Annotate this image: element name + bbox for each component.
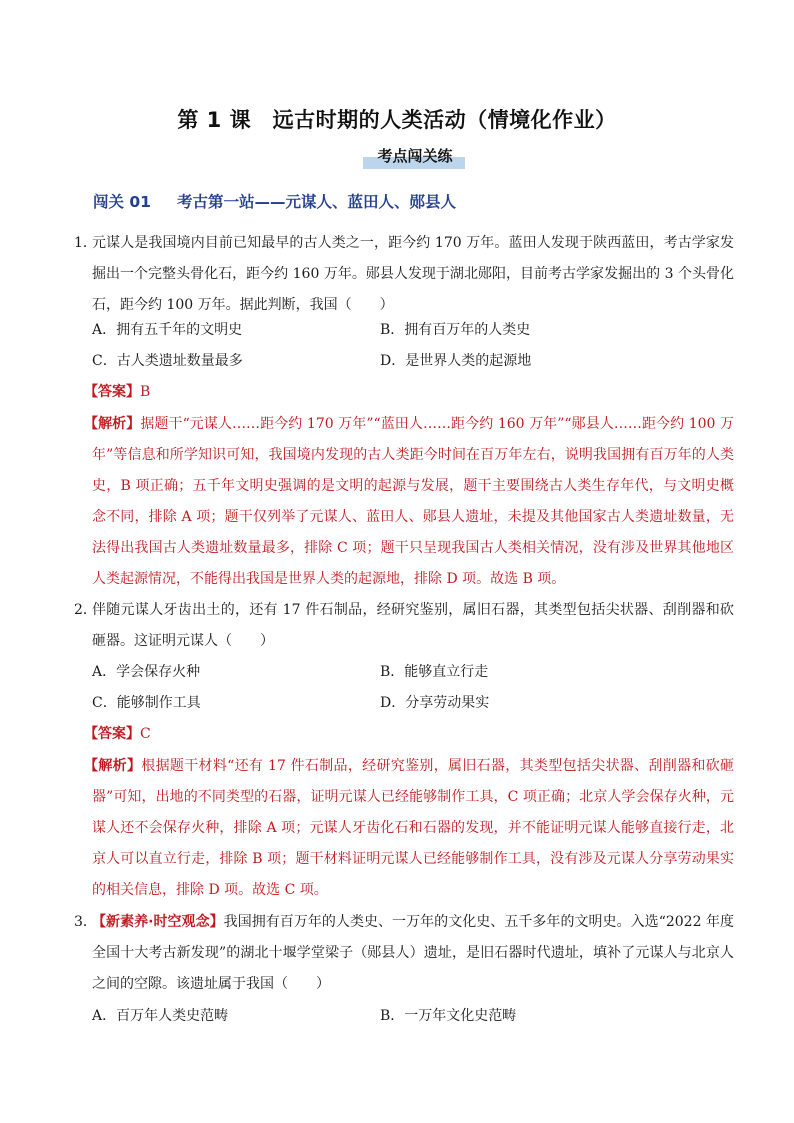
question-1-options	[92, 315, 732, 377]
answer-value: B	[140, 384, 151, 400]
question-1	[74, 228, 734, 321]
option-b: B．一万年文化史范畴	[380, 1008, 517, 1024]
question-3-options	[92, 1001, 732, 1032]
option-c: C．能够制作工具	[92, 695, 201, 711]
answer-line	[84, 719, 151, 750]
option-a: A．百万年人类史范畴	[92, 1008, 229, 1024]
answer-value: C	[140, 726, 151, 742]
question-number: 1．	[74, 235, 97, 251]
page-title: 第 1 课 远古时期的人类活动（情境化作业）	[177, 108, 617, 132]
answer-tag: 【答案】	[84, 384, 140, 400]
option-a: A．学会保存火种	[92, 664, 201, 680]
analysis-block	[84, 751, 735, 906]
section-label: 闯关 01	[93, 193, 151, 211]
analysis-tag: 【解析】	[84, 416, 141, 432]
literacy-badge: 【新素养·时空观念】	[92, 914, 224, 930]
question-stem: 我国拥有百万年的人类史、一万年的文化史、五千多年的文明史。入选“2022 年度全国十大考古新发现”的湖北十堰学堂梁子（郧县人）遗址，是旧石器时代遗址，填补了元谋人与北京人之间的空隙。该遗址属于我国（ ）	[92, 914, 734, 992]
option-d: D．分享劳动果实	[380, 695, 490, 711]
analysis-block	[84, 409, 734, 595]
question-number: 2．	[74, 602, 97, 618]
question-number: 3．	[74, 914, 97, 930]
analysis-text: 根据题干材料“还有 17 件石制品，经研究鉴别，属旧石器，其类型包括尖状器、刮削器和砍砸器”可知，出地的不同类型的石器，证明元谋人已经能够制作工具，C 项正确；北京人学会保存火种，元谋人还不会保存火种，排除 A 项；元谋人牙齿化石和石器的发现，并不能证明元谋人能够直接行走，北京人可以直立行走，排除 B 项；题干材料证明元谋人已经能够制作工具，没有涉及元谋人分享劳动果实的相关信息，排除 D 项。故选 C 项。	[92, 758, 735, 898]
question-3	[74, 907, 734, 1000]
question-stem: 伴随元谋人牙齿出土的，还有 17 件石制品，经研究鉴别，属旧石器，其类型包括尖状器、刮削器和砍砸器。这证明元谋人（ ）	[92, 602, 734, 649]
option-a: A．拥有五千年的文明史	[92, 322, 243, 338]
question-2-options	[92, 657, 732, 719]
option-b: B．拥有百万年的人类史	[380, 322, 531, 338]
question-stem: 元谋人是我国境内目前已知最早的古人类之一，距今约 170 万年。蓝田人发现于陕西蓝田，考古学家发掘出一个完整头骨化石，距今约 160 万年。郧县人发现于湖北郧阳，目前考古学家发掘出的 3 个头骨化石，距今约 100 万年。据此判断，我国（ ）	[92, 235, 734, 313]
option-b: B．能够直立行走	[380, 664, 489, 680]
option-d: D．是世界人类的起源地	[380, 353, 532, 369]
option-c: C．古人类遗址数量最多	[92, 353, 243, 369]
section-heading	[93, 190, 456, 212]
section-title: 考古第一站——元谋人、蓝田人、郧县人	[176, 193, 456, 211]
answer-tag: 【答案】	[84, 726, 140, 742]
page-subtitle: 考点闯关练	[363, 144, 464, 169]
question-2	[74, 595, 734, 657]
analysis-tag: 【解析】	[84, 758, 142, 774]
answer-line	[84, 377, 150, 408]
analysis-text: 据题干“元谋人……距今约 170 万年”“蓝田人……距今约 160 万年”“郧县人……距今约 100 万年”等信息和所学知识可知，我国境内发现的古人类距今时间在百万年左右，说明我国拥有百万年的人类史，B 项正确；五千年文明史强调的是文明的起源与发展，题干主要围绕古人类生存年代，与文明史概念不同，排除 A 项；题干仅列举了元谋人、蓝田人、郧县人遗址，未提及其他国家古人类遗址数量，无法得出我国古人类遗址数量最多，排除 C 项；题干只呈现我国古人类相关情况，没有涉及世界其他地区人类起源情况，不能得出我国是世界人类的起源地，排除 D 项。故选 B 项。	[92, 416, 734, 587]
